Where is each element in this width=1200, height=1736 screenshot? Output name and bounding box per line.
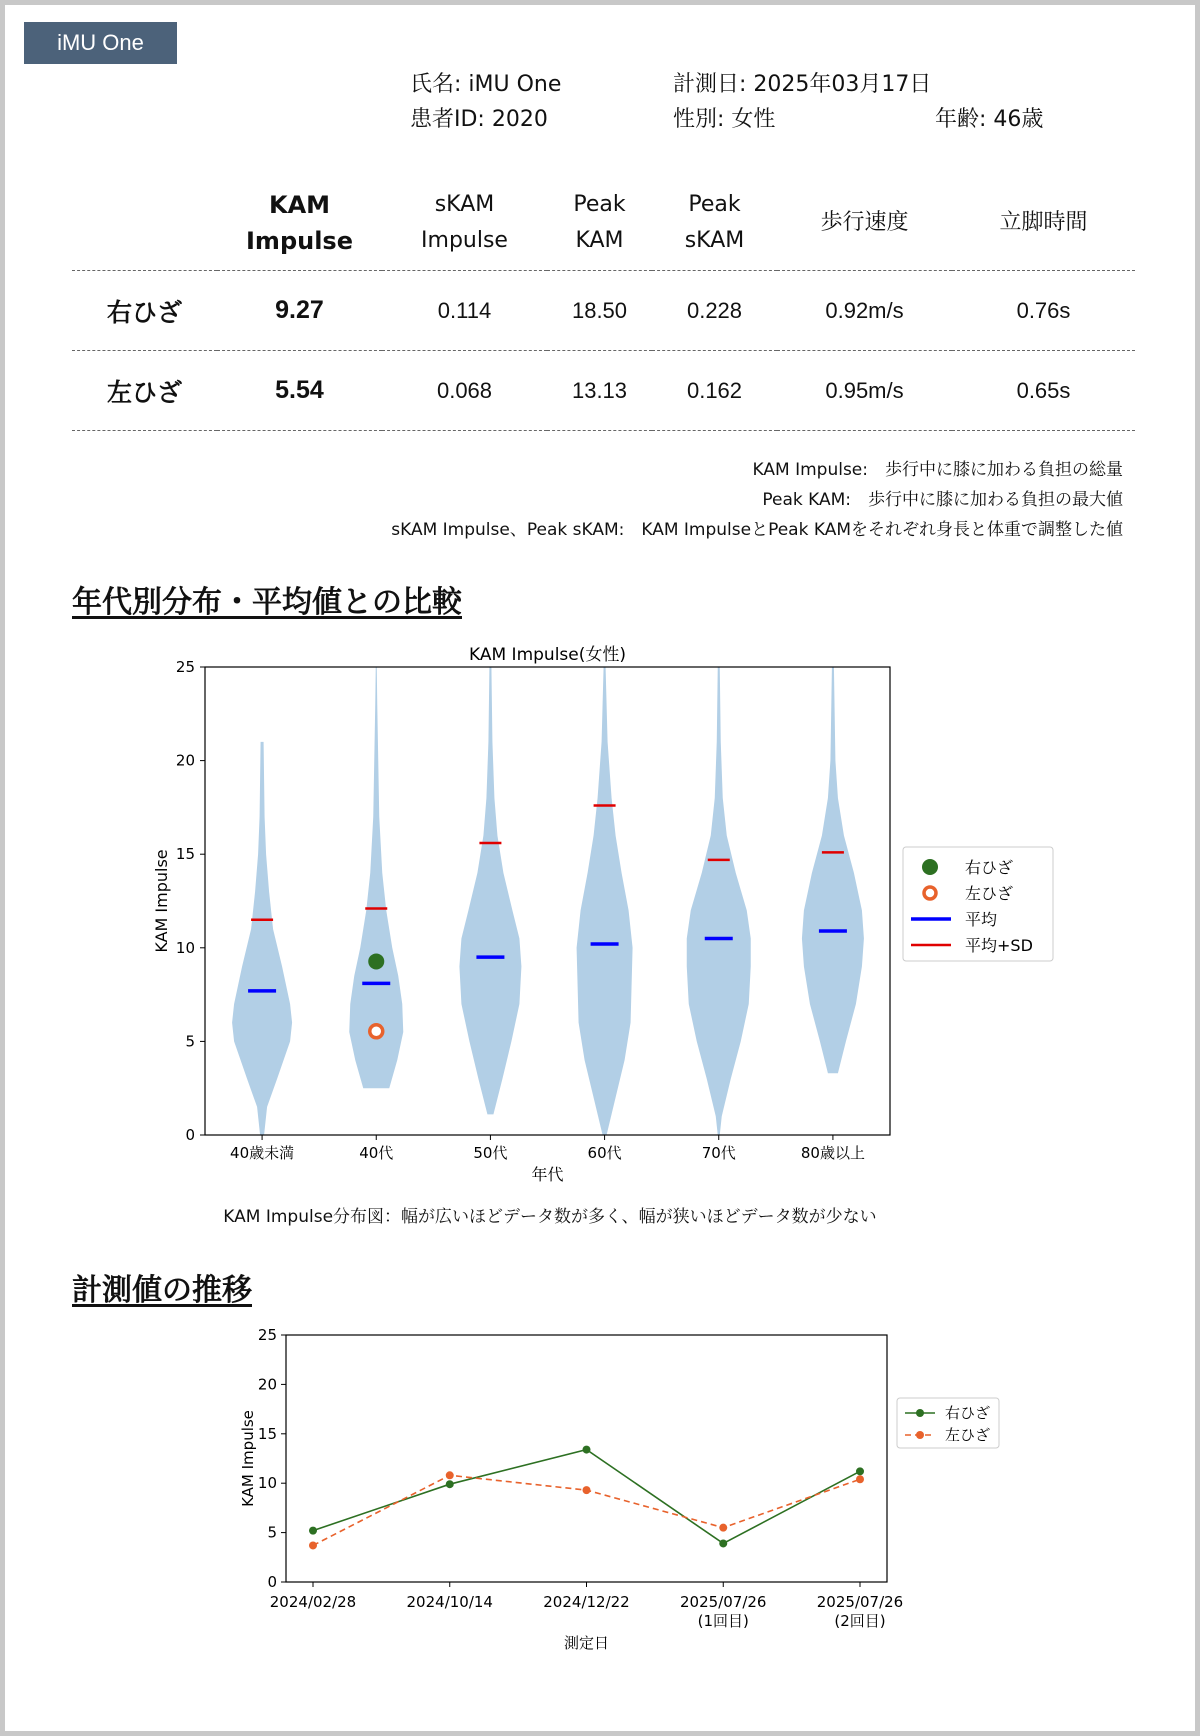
row-label: 右ひざ bbox=[72, 271, 217, 351]
header-stance-time bbox=[952, 175, 1135, 271]
patient-age: 年齢: 46歳 bbox=[935, 107, 1044, 132]
header-walking-speed bbox=[777, 175, 952, 271]
cell-walking-speed: 0.92m/s bbox=[777, 271, 952, 351]
data-point bbox=[719, 1539, 727, 1547]
x-tick-label: 80歳以上 bbox=[800, 1144, 865, 1162]
right-knee-point bbox=[368, 953, 384, 969]
violin-50代 bbox=[459, 667, 521, 1114]
y-tick-label: 20 bbox=[175, 751, 195, 770]
plot-frame bbox=[205, 667, 890, 1135]
x-tick-label: 2024/10/14 bbox=[406, 1593, 493, 1611]
measurement-date: 計測日: 2025年03月17日 bbox=[673, 72, 932, 97]
y-tick-label: 0 bbox=[185, 1126, 195, 1144]
cell-peak-skam: 0.162 bbox=[652, 351, 777, 431]
cell-walking-speed: 0.95m/s bbox=[777, 351, 952, 431]
corner-cell bbox=[72, 175, 217, 271]
legend-label: 左ひざ bbox=[945, 1426, 991, 1444]
cell-peak-skam: 0.228 bbox=[652, 271, 777, 351]
y-tick-label: 15 bbox=[257, 1424, 277, 1443]
violin-legend bbox=[903, 847, 1053, 961]
note-kam-impulse: KAM Impulse: 歩行中に膝に加わる負担の総量 bbox=[752, 460, 1123, 480]
violin-80歳以上 bbox=[802, 667, 864, 1073]
metrics-header-row bbox=[72, 175, 1135, 271]
left-knee-point bbox=[370, 1025, 383, 1038]
line-legend bbox=[897, 1398, 999, 1448]
x-axis-label: 測定日 bbox=[563, 1634, 610, 1652]
y-tick-label: 5 bbox=[185, 1032, 195, 1051]
y-axis-label: KAM Impulse bbox=[239, 1410, 257, 1507]
violin-40歳未満 bbox=[232, 742, 292, 1135]
legend-marker bbox=[916, 1409, 924, 1417]
y-tick-label: 25 bbox=[175, 658, 195, 676]
data-point bbox=[583, 1486, 591, 1494]
cell-peak-kam: 13.13 bbox=[547, 351, 652, 431]
note-peak-kam: Peak KAM: 歩行中に膝に加わる負担の最大値 bbox=[762, 490, 1123, 510]
header-label: Peak sKAM bbox=[684, 191, 745, 253]
line-chart bbox=[5, 1320, 1195, 1660]
legend-label: 右ひざ bbox=[945, 1404, 991, 1422]
x-tick-label: 60代 bbox=[587, 1144, 622, 1162]
violin-chart bbox=[5, 635, 1195, 1195]
header-label: 立脚時間 bbox=[999, 209, 1088, 235]
legend-label: 右ひざ bbox=[965, 858, 1014, 877]
header-label: KAM Impulse bbox=[246, 190, 353, 255]
data-point bbox=[856, 1475, 864, 1483]
section-title-trend: 計測値の推移 bbox=[72, 1273, 252, 1308]
patient-name: 氏名: iMU One bbox=[410, 72, 562, 97]
legend-marker-left-knee bbox=[924, 887, 936, 899]
section-title-distribution: 年代別分布・平均値との比較 bbox=[72, 585, 462, 620]
x-tick-label: (2回目) bbox=[834, 1612, 886, 1630]
cell-kam-impulse: 5.54 bbox=[217, 351, 382, 431]
header-label: 歩行速度 bbox=[820, 209, 909, 235]
metric-definitions bbox=[391, 455, 1123, 545]
metrics-table bbox=[72, 175, 1135, 431]
violin-plot-area bbox=[232, 667, 864, 1135]
data-point bbox=[309, 1541, 317, 1549]
patient-sex: 性別: 女性 bbox=[673, 107, 776, 132]
legend-label: 左ひざ bbox=[965, 884, 1014, 903]
data-point bbox=[309, 1527, 317, 1535]
cell-stance-time: 0.76s bbox=[952, 271, 1135, 351]
y-tick-label: 5 bbox=[267, 1523, 277, 1542]
header-label: sKAM Impulse bbox=[421, 191, 508, 253]
data-point bbox=[583, 1446, 591, 1454]
chart-title: KAM Impulse(女性) bbox=[469, 645, 626, 665]
plot-frame bbox=[286, 1335, 887, 1582]
note-skam: sKAM Impulse、Peak sKAM: KAM ImpulseとPeak KAMをそれぞれ身長と体重で調整した値 bbox=[391, 520, 1123, 540]
x-tick-label: 2025/07/26 bbox=[816, 1593, 904, 1611]
patient-id: 患者ID: 2020 bbox=[410, 107, 548, 132]
y-tick-label: 25 bbox=[257, 1326, 277, 1344]
cell-skam-impulse: 0.114 bbox=[382, 271, 547, 351]
y-tick-label: 20 bbox=[257, 1375, 277, 1394]
x-tick-label: 40代 bbox=[359, 1144, 394, 1162]
table-row-right-knee bbox=[72, 271, 1135, 351]
legend-marker-right-knee bbox=[922, 859, 938, 875]
cell-kam-impulse: 9.27 bbox=[217, 271, 382, 351]
report-page bbox=[5, 5, 1195, 1731]
brand-badge: iMU One bbox=[24, 22, 177, 64]
data-point bbox=[446, 1480, 454, 1488]
violin-60代 bbox=[577, 667, 633, 1135]
legend-marker bbox=[916, 1431, 924, 1439]
header-kam-impulse bbox=[217, 175, 382, 271]
y-tick-label: 15 bbox=[175, 845, 195, 864]
x-tick-label: 40歳未満 bbox=[230, 1144, 295, 1162]
legend-label: 平均+SD bbox=[965, 936, 1033, 955]
y-axis-label: KAM Impulse bbox=[152, 849, 171, 953]
header-skam-impulse bbox=[382, 175, 547, 271]
cell-stance-time: 0.65s bbox=[952, 351, 1135, 431]
data-point bbox=[446, 1471, 454, 1479]
y-tick-label: 10 bbox=[257, 1474, 277, 1493]
y-tick-label: 10 bbox=[175, 938, 195, 957]
series-line-right-knee bbox=[313, 1450, 860, 1544]
cell-peak-kam: 18.50 bbox=[547, 271, 652, 351]
y-tick-label: 0 bbox=[267, 1573, 277, 1591]
header-peak-skam bbox=[652, 175, 777, 271]
x-tick-label: 2024/12/22 bbox=[543, 1593, 630, 1611]
legend-label: 平均 bbox=[965, 910, 998, 929]
violin-70代 bbox=[687, 667, 751, 1135]
x-axis-label: 年代 bbox=[531, 1165, 564, 1184]
data-point bbox=[719, 1524, 727, 1532]
x-tick-label: (1回目) bbox=[697, 1612, 749, 1630]
x-tick-label: 2024/02/28 bbox=[269, 1593, 357, 1611]
data-point bbox=[856, 1467, 864, 1475]
header-peak-kam bbox=[547, 175, 652, 271]
x-tick-label: 50代 bbox=[473, 1144, 508, 1162]
x-tick-label: 70代 bbox=[701, 1144, 736, 1162]
violin-caption: KAM Impulse分布図：幅が広いほどデータ数が多く、幅が狭いほどデータ数が少ない bbox=[223, 1207, 877, 1227]
x-tick-label: 2025/07/26 bbox=[680, 1593, 767, 1611]
row-label: 左ひざ bbox=[72, 351, 217, 431]
cell-skam-impulse: 0.068 bbox=[382, 351, 547, 431]
table-row-left-knee bbox=[72, 351, 1135, 431]
header-label: Peak KAM bbox=[573, 191, 626, 253]
series-line-left-knee bbox=[313, 1475, 860, 1545]
